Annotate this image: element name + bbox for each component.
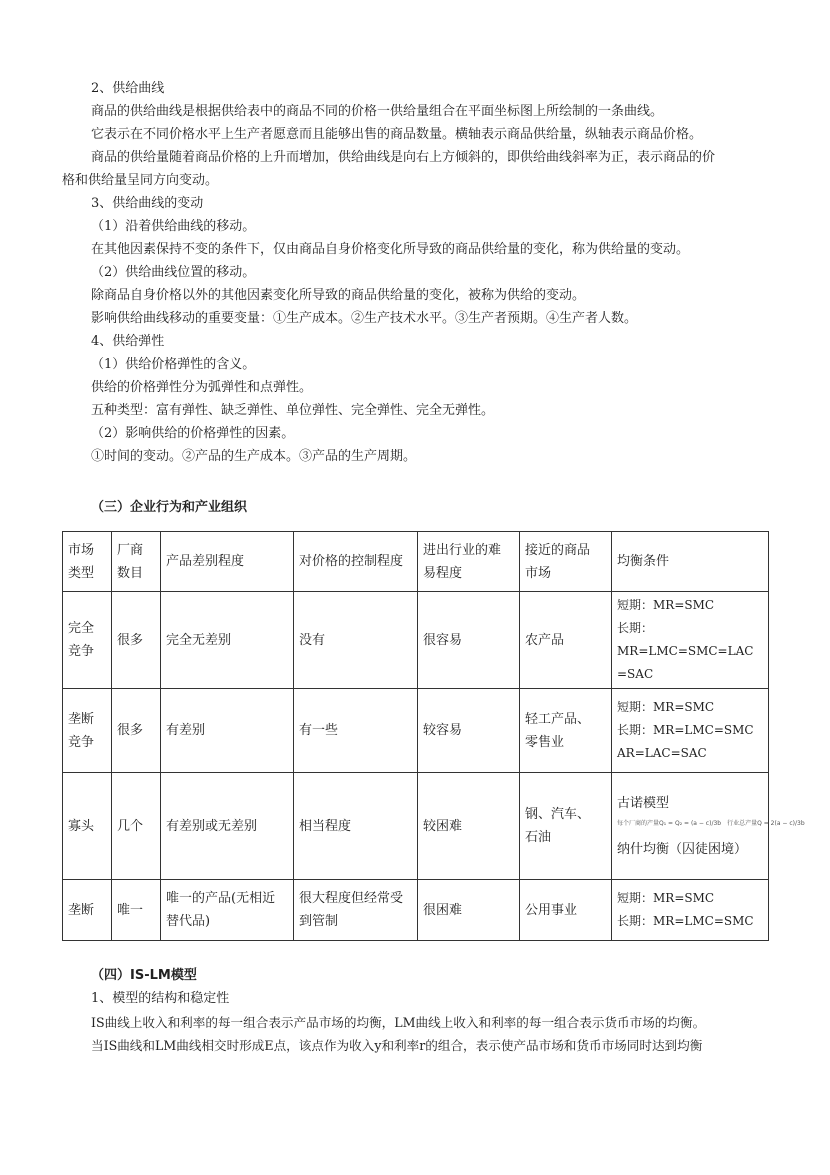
section-title-islm: （四）IS-LM模型	[91, 968, 197, 983]
table-cell: 唯一	[112, 880, 161, 941]
paragraph: 当IS曲线和LM曲线相交时形成E点，该点作为收入y和利率r的组合，表示使产品市场和货币市场同时达到均衡	[91, 1038, 703, 1053]
header-cell: 进出行业的难 易程度	[418, 532, 520, 592]
table-cell: 完全无差别	[161, 592, 294, 689]
paragraph: 影响供给曲线移动的重要变量：①生产成本。②生产技术水平。③生产者预期。④生产者人数。	[91, 311, 638, 326]
subheading: （1）沿着供给曲线的移动。	[91, 219, 256, 234]
header-cell: 厂商 数目	[112, 532, 161, 592]
paragraph: ①时间的变动。②产品的生产成本。③产品的生产周期。	[91, 449, 417, 464]
header-cell: 产品差别程度	[161, 532, 294, 592]
header-cell: 对价格的控制程度	[294, 532, 418, 592]
table-row	[63, 773, 769, 880]
nash-equilibrium-label: 纳什均衡（囚徒困境）	[617, 841, 748, 857]
table-row	[63, 880, 769, 941]
paragraph: 商品的供给量随着商品价格的上升而增加，供给曲线是向右上方倾斜的，即供给曲线斜率为正，表示商品的价	[91, 150, 716, 165]
table-cell: 农产品	[520, 592, 612, 689]
table-cell: 短期：MR=SMC 长期：MR=LMC=SMC=LAC =SAC	[612, 592, 769, 689]
table-cell: 完全 竞争	[63, 592, 112, 689]
paragraph-continuation: 格和供给量呈同方向变动。	[62, 173, 219, 188]
table-cell: 唯一的产品(无相近 替代品)	[161, 880, 294, 941]
paragraph: 除商品自身价格以外的其他因素变化所导致的商品供给量的变化，被称为供给的变动。	[91, 288, 586, 303]
heading-supply-curve-shift: 3、供给曲线的变动	[91, 196, 204, 211]
table-cell: 有一些	[294, 689, 418, 773]
formula-industry-output: 行业总产量Q = 2(a − c)/3b	[727, 819, 805, 827]
table-cell: 很多	[112, 592, 161, 689]
table-row	[63, 592, 769, 689]
paragraph: 商品的供给曲线是根据供给表中的商品不同的价格一供给量组合在平面坐标图上所绘制的一条曲线。	[91, 104, 664, 119]
paragraph: 供给的价格弹性分为弧弹性和点弹性。	[91, 380, 313, 395]
table-cell: 很大程度但经常受 到管制	[294, 880, 418, 941]
subheading: （2）影响供给的价格弹性的因素。	[91, 426, 295, 441]
heading-supply-curve: 2、供给曲线	[91, 81, 165, 96]
paragraph: 在其他因素保持不变的条件下，仅由商品自身价格变化所导致的商品供给量的变化，称为供给量的变动。	[91, 242, 690, 257]
heading-supply-elasticity: 4、供给弹性	[91, 334, 165, 349]
formula-firm-output: 每个厂商的产量Q₁ = Q₂ = (a − c)/3b	[617, 819, 722, 827]
header-cell: 市场 类型	[63, 532, 112, 592]
table-cell: 有差别	[161, 689, 294, 773]
table-row	[63, 689, 769, 773]
table-cell: 有差别或无差别	[161, 773, 294, 880]
table-header-row	[63, 532, 769, 592]
table-cell: 很多	[112, 689, 161, 773]
table-cell: 相当程度	[294, 773, 418, 880]
table-cell: 短期：MR=SMC 长期：MR=LMC=SMC	[612, 880, 769, 941]
table-cell: 较容易	[418, 689, 520, 773]
table-cell: 较困难	[418, 773, 520, 880]
paragraph: 五种类型：富有弹性、缺乏弹性、单位弹性、完全弹性、完全无弹性。	[91, 403, 495, 418]
header-cell: 接近的商品 市场	[520, 532, 612, 592]
cournot-formula	[617, 819, 805, 828]
paragraph: IS曲线上收入和利率的每一组合表示产品市场的均衡，LM曲线上收入和利率的每一组合表示货币市场的均衡。	[91, 1015, 706, 1030]
market-structure-table	[62, 531, 805, 941]
table-cell: 几个	[112, 773, 161, 880]
oligopoly-equilibrium-cell	[612, 773, 805, 880]
table-cell: 钢、汽车、 石油	[520, 773, 612, 880]
subheading: （1）供给价格弹性的含义。	[91, 357, 256, 372]
heading-model-structure: 1、模型的结构和稳定性	[91, 991, 230, 1006]
table-cell: 没有	[294, 592, 418, 689]
table-cell: 很容易	[418, 592, 520, 689]
table-cell: 很困难	[418, 880, 520, 941]
table-cell: 短期：MR=SMC 长期：MR=LMC=SMC AR=LAC=SAC	[612, 689, 769, 773]
paragraph: 它表示在不同价格水平上生产者愿意而且能够出售的商品数量。横轴表示商品供给量，纵轴表示商品价格。	[91, 127, 703, 142]
header-cell: 均衡条件	[612, 532, 769, 592]
table-cell: 寡头	[63, 773, 112, 880]
table-cell: 垄断 竞争	[63, 689, 112, 773]
subheading: （2）供给曲线位置的移动。	[91, 265, 256, 280]
cournot-model-title: 古诺模型	[617, 795, 670, 811]
table-cell: 轻工产品、 零售业	[520, 689, 612, 773]
table-cell: 公用事业	[520, 880, 612, 941]
section-title-firm-behavior: （三）企业行为和产业组织	[91, 500, 248, 515]
table-cell: 垄断	[63, 880, 112, 941]
